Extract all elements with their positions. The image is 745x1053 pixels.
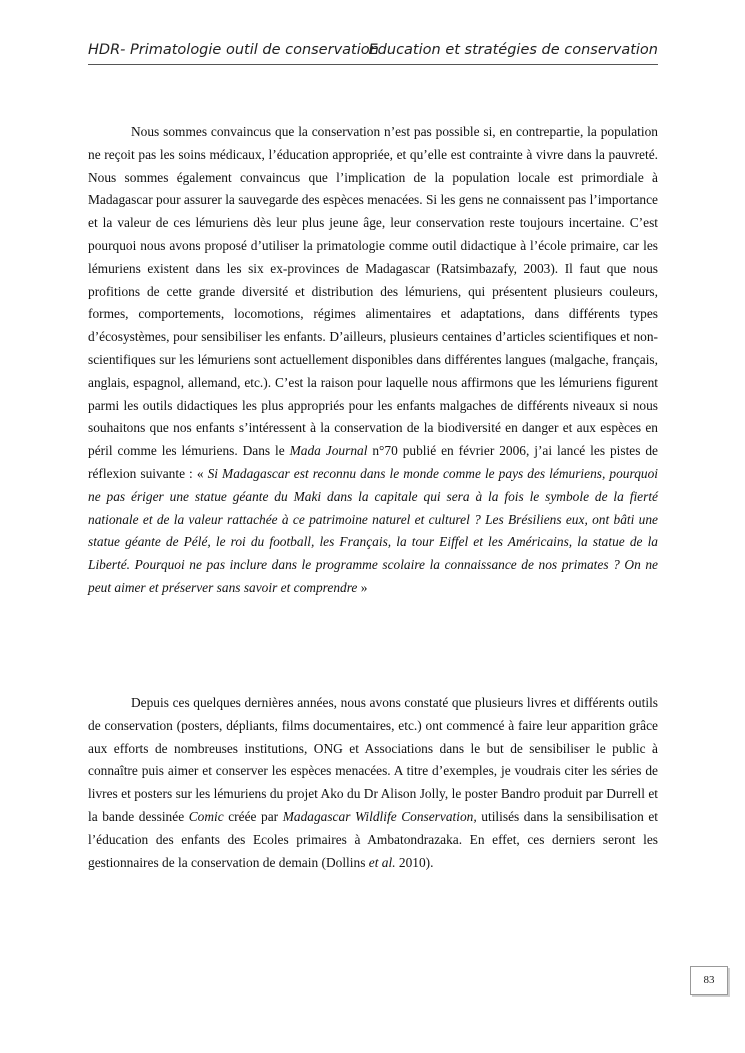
paragraph-text: » bbox=[357, 579, 368, 595]
paragraph-text: utilisés dans la sensibilisation et l’éducation des enfants des Ecoles primaires à Ambatondrazaka. En effet, ces derniers seront les gestionnaires de la conservation de demain (Dollins bbox=[88, 808, 658, 870]
comic-title: Comic bbox=[188, 808, 224, 824]
quotation: Si Madagascar est reconnu dans le monde comme le pays des lémuriens, pourquoi ne pas ériger une statue géante du Maki dans la capitale qui sera à la fois le symbole de la fierté nationale et de la valeur rattachée à ce patrimoine naturel et culturel ? Les Brésiliens eux, ont bâti une statue géante de Pélé, le roi du football, les Français, la tour Eiffel et les Américains, la statue de la Liberté. Pourquoi ne pas inclure dans le programme scolaire la connaissance de nos primates ? On ne peut aimer et préserver sans savoir et comprendre bbox=[88, 465, 658, 595]
paragraph-text: n°70 publié en février 2006, j’ai lancé les pistes de réflexion suivante : « bbox=[88, 443, 658, 481]
organization-name: Madagascar Wildlife Conservation, bbox=[282, 808, 477, 824]
paragraph-text: 2010). bbox=[395, 854, 434, 870]
paragraph-conservation-education bbox=[88, 121, 658, 600]
header-left-title: HDR- Primatologie outil de conservation bbox=[88, 42, 379, 58]
journal-title: Mada Journal bbox=[289, 443, 368, 459]
paragraph-text: créée par bbox=[223, 808, 283, 824]
header-right-title: Education et stratégies de conservation bbox=[368, 42, 658, 58]
paragraph-text: Depuis ces quelques dernières années, nous avons constaté que plusieurs livres et différents outils de conservation (posters, dépliants, films documentaires, etc.) ont commencé à faire leur apparition grâce aux efforts de nombreuses institutions, ONG et Associations dans le but de sensibiliser le public à connaître puis aimer et conserver les espèces menacées. A titre d’exemples, je voudrais citer les séries de livres et posters sur les lémuriens du projet Ako du Dr Alison Jolly, le poster Bandro produit par Durrell et la bande dessinée bbox=[88, 695, 658, 824]
page-header bbox=[88, 40, 658, 65]
paragraph-text: Nous sommes convaincus que la conservation n’est pas possible si, en contrepartie, la population ne reçoit pas les soins médicaux, l’éducation appropriée, et qu’elle est contrainte à vivre dans la pauvreté. Nous sommes également convaincus que l’implication de la population locale est primordiale à Madagascar pour assurer la sauvegarde des espèces menacées. Si les gens ne connaissent pas l’importance et la valeur de ces lémuriens dès leur plus jeune âge, leur conservation reste toujours incertaine. C’est pourquoi nous avons proposé d’utiliser la primatologie comme outil didactique à l’école primaire, car les lémuriens existent dans les six ex-provinces de Madagascar (Ratsimbazafy, 2003). Il faut que nous profitions de cette grande diversité et distribution des lémuriens, qui présentent plusieurs couleurs, formes, comportements, locomotions, régimes alimentaires et adaptations, dans différents types d’écosystèmes, pour sensibiliser les enfants. D’ailleurs, plusieurs centaines d’articles scientifiques et non-scientifiques sur les lémuriens sont actuellement disponibles dans différentes langues (malgache, français, anglais, espagnol, allemand, etc.). C’est la raison pour laquelle nous affirmons que les lémuriens figurent parmi les outils didactiques les plus appropriés pour les enfants malgaches de différents niveaux si nous souhaitons que nos enfants s’intéressent à la conservation de la biodiversité en danger et aux espèces en péril comme les lémuriens. Dans le bbox=[88, 124, 658, 459]
paragraph-conservation-tools bbox=[88, 692, 658, 874]
page-number: 83 bbox=[690, 966, 728, 995]
citation-etal: et al. bbox=[368, 854, 396, 870]
